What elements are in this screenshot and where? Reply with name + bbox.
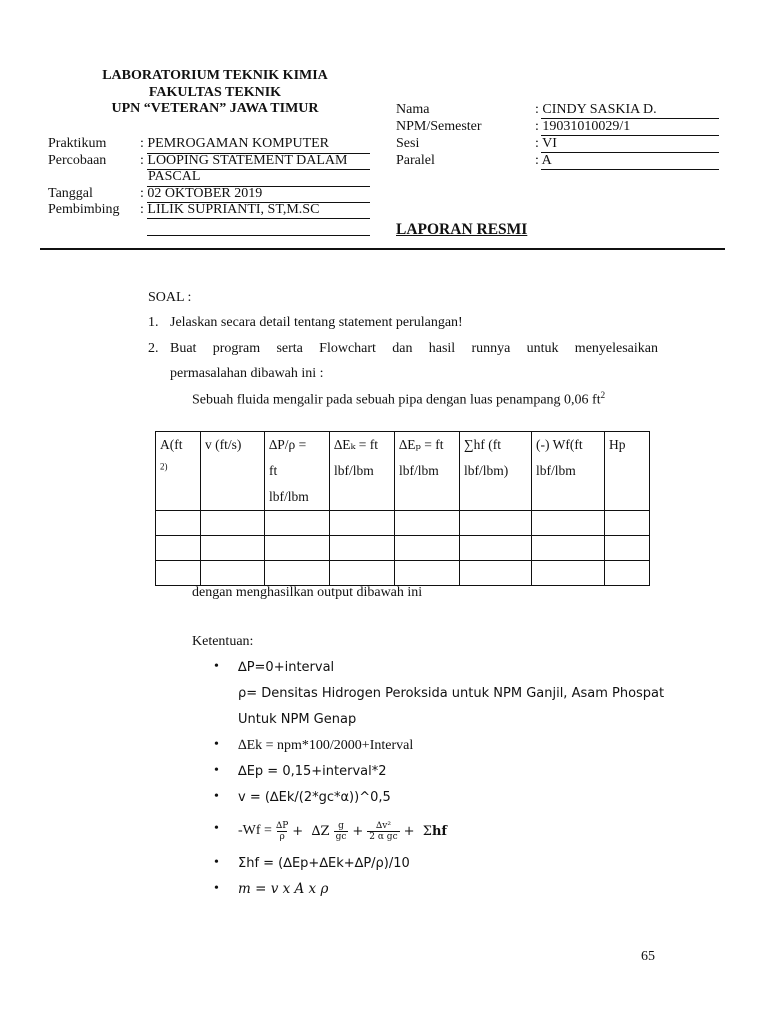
praktikum-value: : PEMROGAMAN KOMPUTER bbox=[140, 136, 330, 151]
table-header-row bbox=[156, 432, 650, 511]
paralel-underline bbox=[541, 169, 719, 170]
plus-sign: + Σhf bbox=[403, 823, 448, 839]
rule-ep: ∆Ep = 0,15+interval*2 bbox=[238, 764, 387, 779]
header-cell-dek: ∆Eₖ = ft lbf/lbm bbox=[330, 432, 395, 511]
frac-dp-rho: $\frac{\Delta P}{\rho}$ bbox=[275, 820, 289, 842]
sesi-value: : VI bbox=[535, 136, 557, 151]
header-cell-area: A(ft $^{2)}$ bbox=[156, 432, 201, 511]
frac-dv2: $\frac{\text{∆v²}}{\text{2 α gc}}$ bbox=[369, 820, 398, 842]
sesi-underline bbox=[541, 152, 719, 153]
bullet-dot: • bbox=[214, 763, 219, 778]
rule-rho: ρ= Densitas Hidrogen Peroksida untuk NPM Ganjil, Asam Phospat bbox=[238, 686, 665, 701]
faculty-title: FAKULTAS TEKNIK bbox=[148, 85, 282, 100]
header-divider bbox=[40, 248, 725, 250]
report-title: LAPORAN RESMI bbox=[396, 221, 528, 238]
rule-ek: ∆Ek = npm*100/2000+Interval bbox=[238, 738, 414, 753]
q1-text: Jelaskan secara detail tentang statement perulangan! bbox=[170, 315, 463, 330]
q2-line-1: Buat program serta Flowchart dan hasil runnya untuk menyelesaikan bbox=[170, 341, 658, 356]
wf-lhs: -Wf = bbox=[238, 823, 272, 838]
q2-line-3-sup: 2 bbox=[600, 390, 606, 400]
after-table-text: dengan menghasilkan output dibawah ini bbox=[192, 585, 423, 600]
table-row bbox=[156, 511, 650, 536]
rule-v: v = (∆Ek/(2*gc*α))^0,5 bbox=[238, 790, 391, 805]
percobaan-value-2: PASCAL bbox=[148, 169, 201, 184]
npm-underline bbox=[541, 135, 719, 136]
nama-label: Nama bbox=[396, 102, 430, 117]
soal-heading: SOAL : bbox=[148, 290, 192, 305]
paralel-value: : A bbox=[535, 153, 552, 168]
percobaan-label: Percobaan bbox=[48, 153, 107, 168]
rule-rho-cont: Untuk NPM Genap bbox=[238, 712, 357, 727]
university-title: UPN “VETERAN” JAWA TIMUR bbox=[111, 101, 319, 116]
q1-number: 1. bbox=[148, 315, 159, 330]
sesi-label: Sesi bbox=[396, 136, 420, 151]
tanggal-label: Tanggal bbox=[48, 186, 93, 201]
ketentuan-heading: Ketentuan: bbox=[192, 634, 254, 649]
data-table bbox=[155, 431, 650, 586]
frac-g-gc: g gc bbox=[335, 820, 347, 842]
rule-mass: m = v x A x ρ bbox=[238, 881, 329, 897]
header-cell-hp: Hp bbox=[605, 432, 650, 511]
page-number: 65 bbox=[641, 949, 655, 964]
header-cell-hf: ∑hf (ft lbf/lbm) bbox=[460, 432, 532, 511]
rule-dp: ∆P=0+interval bbox=[238, 660, 335, 675]
paralel-label: Paralel bbox=[396, 153, 435, 168]
lab-title: LABORATORIUM TEKNIK KIMIA bbox=[102, 68, 328, 83]
header-cell-dp: ∆P/ρ = ft lbf/lbm bbox=[265, 432, 330, 511]
bullet-dot: • bbox=[214, 737, 219, 752]
table-row bbox=[156, 536, 650, 561]
plus-sign: + ∆Z bbox=[292, 823, 330, 839]
bullet-dot: • bbox=[214, 855, 219, 870]
header-cell-wf: (-) Wf(ft lbf/lbm bbox=[532, 432, 605, 511]
header-cell-dep: ∆Eₚ = ft lbf/lbm bbox=[395, 432, 460, 511]
q2-line-3 bbox=[192, 390, 605, 409]
nama-value: : CINDY SASKIA D. bbox=[535, 102, 657, 117]
rule-hf: Σhf = (∆Ep+∆Ek+∆P/ρ)/10 bbox=[238, 856, 410, 871]
blank-underline bbox=[147, 235, 370, 236]
plus-sign: + bbox=[352, 823, 364, 839]
bullet-dot: • bbox=[214, 881, 219, 896]
bullet-dot: • bbox=[214, 789, 219, 804]
bullet-dot: • bbox=[214, 821, 219, 836]
praktikum-label: Praktikum bbox=[48, 136, 107, 151]
table-row bbox=[156, 561, 650, 586]
bullet-dot: • bbox=[214, 659, 219, 674]
q2-number: 2. bbox=[148, 341, 159, 356]
pembimbing-underline bbox=[147, 218, 370, 219]
npm-value: : 19031010029/1 bbox=[535, 119, 631, 134]
tanggal-value: : 02 OKTOBER 2019 bbox=[140, 186, 263, 201]
npm-label: NPM/Semester bbox=[396, 119, 482, 134]
pembimbing-value: : LILIK SUPRIANTI, ST,M.SC bbox=[140, 202, 320, 217]
q2-line-3-text: Sebuah fluida mengalir pada sebuah pipa dengan luas penampang 0,06 ft bbox=[192, 392, 601, 408]
pembimbing-label: Pembimbing bbox=[48, 202, 120, 217]
rule-wf bbox=[238, 814, 447, 848]
percobaan-value: : LOOPING STATEMENT DALAM bbox=[140, 153, 348, 168]
header-cell-velocity: v (ft/s) bbox=[201, 432, 265, 511]
q2-line-2: permasalahan dibawah ini : bbox=[170, 366, 324, 381]
